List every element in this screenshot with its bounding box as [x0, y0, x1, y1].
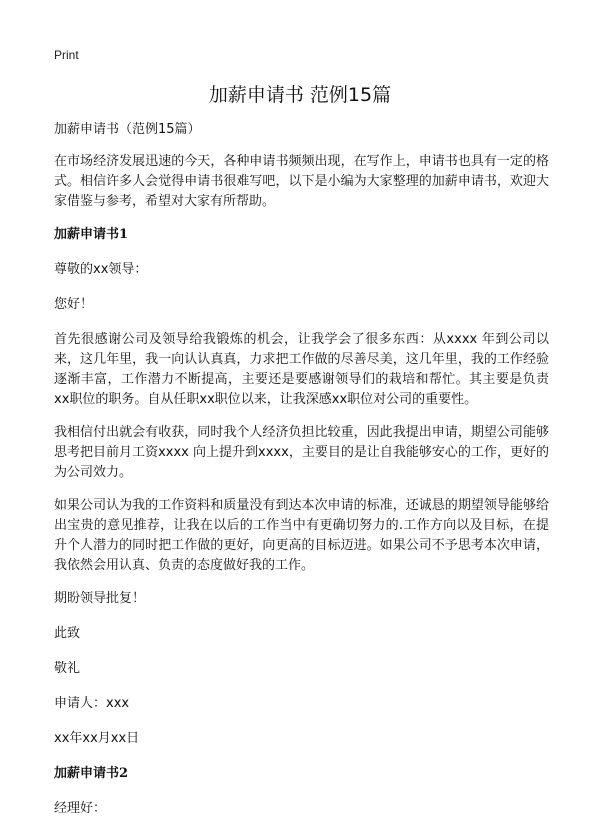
section-1-paragraph-1: 首先很感谢公司及领导给我锻炼的机会，让我学会了很多东西：从xxxx 年到公司以来，这几年里，我一向认认真真，力求把工作做的尽善尽美，这几年里，我的工作经验逐渐丰富，工作潜力不断提高，主要还是要感谢领导们的栽培和帮忙。其主要是负责xx职位的职务。自从任职xx职位以来，让我深感xx职位对公司的重要性。	[54, 332, 549, 407]
section-1-closing-salute: 此致	[54, 626, 81, 641]
section-1-paragraph-3: 如果公司认为我的工作资料和质量没有到达本次申请的标准，还诚恳的期望领导能够给出宝贵的意见推荐，让我在以后的工作当中有更确切努力的.工作方向以及目标，在提升个人潜力的同时把工作做的更好，向更高的目标迈进。如果公司不予思考本次申请，我依然会用认真、负责的态度做好我的工作。	[54, 498, 549, 573]
section-1-date: xx年xx月xx日	[54, 731, 140, 746]
print-link[interactable]: Print	[54, 48, 79, 62]
section-1-heading: 加薪申请书1	[54, 227, 129, 242]
intro-paragraph: 在市场经济发展迅速的今天，各种申请书频频出现，在写作上，申请书也具有一定的格式。相信许多人会觉得申请书很难写吧，以下是小编为大家整理的加薪申请书，欢迎大家借鉴与参考，希望对大家有所帮助。	[54, 154, 549, 209]
section-1-applicant: 申请人：xxx	[54, 696, 130, 711]
section-1-closing-request: 期盼领导批复！	[54, 591, 146, 606]
section-2-salutation: 经理好：	[54, 801, 107, 816]
document-subtitle: 加薪申请书（范例15篇）	[54, 122, 201, 137]
section-1-greeting: 您好！	[54, 297, 94, 312]
page-title: 加薪申请书 范例15篇	[208, 84, 392, 106]
section-1-salutation: 尊敬的xx领导：	[54, 262, 148, 277]
document-body	[54, 120, 549, 828]
section-1-paragraph-2: 我相信付出就会有收获，同时我个人经济负担比较重，因此我提出申请，期望公司能够思考把目前月工资xxxx 向上提升到xxxx，主要目的是让自我能够安心的工作，更好的为公司效力。	[54, 425, 549, 480]
section-2-heading: 加薪申请书2	[54, 766, 129, 781]
section-1-closing-regards: 敬礼	[54, 661, 81, 676]
